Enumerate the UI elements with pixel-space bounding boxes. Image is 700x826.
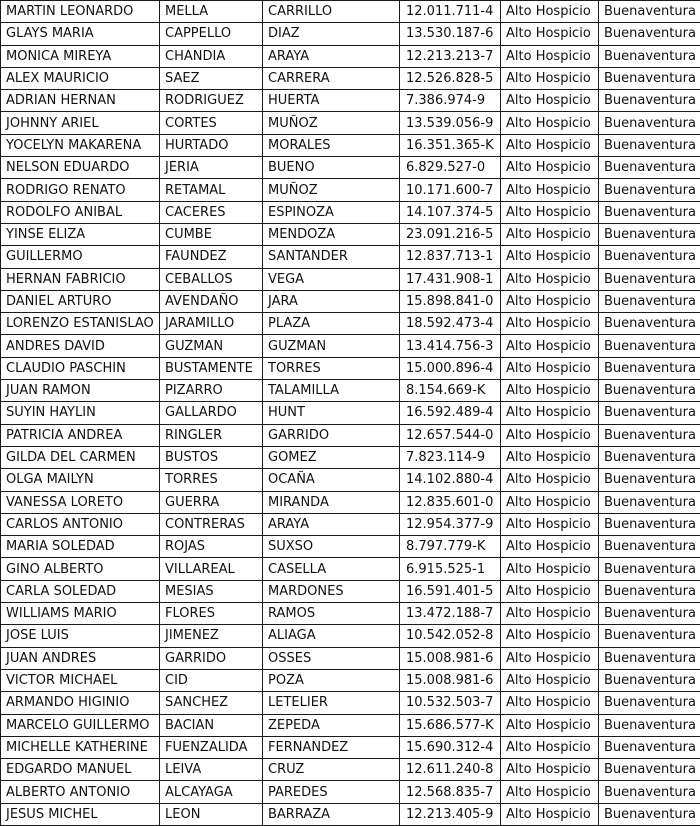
table-row (1, 1, 700, 23)
maternal-surname-cell: MUÑOZ (263, 179, 400, 201)
first-names-cell: GINO ALBERTO (1, 558, 160, 580)
paternal-surname-cell: VILLAREAL (160, 558, 263, 580)
first-names-cell: DANIEL ARTURO (1, 290, 160, 312)
commune-cell: Alto Hospicio (501, 90, 599, 112)
sector-cell: Buenaventura (599, 335, 700, 357)
paternal-surname-cell: FLORES (160, 603, 263, 625)
sector-cell: Buenaventura (599, 246, 700, 268)
paternal-surname-cell: ALCAYAGA (160, 781, 263, 803)
commune-cell: Alto Hospicio (501, 513, 599, 535)
sector-cell: Buenaventura (599, 424, 700, 446)
table-row (1, 469, 700, 491)
rut-cell: 13.472.188-7 (400, 603, 501, 625)
commune-cell: Alto Hospicio (501, 112, 599, 134)
paternal-surname-cell: CORTES (160, 112, 263, 134)
rut-cell: 14.107.374-5 (400, 201, 501, 223)
table-row (1, 246, 700, 268)
table-row (1, 223, 700, 245)
first-names-cell: MARIA SOLEDAD (1, 536, 160, 558)
rut-cell: 23.091.216-5 (400, 223, 501, 245)
rut-cell: 12.526.828-5 (400, 67, 501, 89)
paternal-surname-cell: CEBALLOS (160, 268, 263, 290)
sector-cell: Buenaventura (599, 201, 700, 223)
sector-cell: Buenaventura (599, 157, 700, 179)
paternal-surname-cell: AVENDAÑO (160, 290, 263, 312)
first-names-cell: VICTOR MICHAEL (1, 669, 160, 691)
first-names-cell: CLAUDIO PASCHIN (1, 357, 160, 379)
rut-cell: 6.829.527-0 (400, 157, 501, 179)
rut-cell: 12.657.544-0 (400, 424, 501, 446)
sector-cell: Buenaventura (599, 781, 700, 803)
paternal-surname-cell: LEIVA (160, 759, 263, 781)
paternal-surname-cell: CAPPELLO (160, 23, 263, 45)
maternal-surname-cell: PAREDES (263, 781, 400, 803)
first-names-cell: GUILLERMO (1, 246, 160, 268)
table-row (1, 736, 700, 758)
table-row (1, 714, 700, 736)
paternal-surname-cell: TORRES (160, 469, 263, 491)
table-row (1, 23, 700, 45)
rut-cell: 16.351.365-K (400, 134, 501, 156)
maternal-surname-cell: MENDOZA (263, 223, 400, 245)
commune-cell: Alto Hospicio (501, 625, 599, 647)
commune-cell: Alto Hospicio (501, 246, 599, 268)
paternal-surname-cell: MELLA (160, 1, 263, 23)
first-names-cell: LORENZO ESTANISLAO (1, 313, 160, 335)
sector-cell: Buenaventura (599, 179, 700, 201)
rut-cell: 14.102.880-4 (400, 469, 501, 491)
table-row (1, 90, 700, 112)
first-names-cell: ALBERTO ANTONIO (1, 781, 160, 803)
maternal-surname-cell: FERNANDEZ (263, 736, 400, 758)
first-names-cell: VANESSA LORETO (1, 491, 160, 513)
maternal-surname-cell: MUÑOZ (263, 112, 400, 134)
maternal-surname-cell: POZA (263, 669, 400, 691)
sector-cell: Buenaventura (599, 67, 700, 89)
sector-cell: Buenaventura (599, 536, 700, 558)
sector-cell: Buenaventura (599, 558, 700, 580)
commune-cell: Alto Hospicio (501, 603, 599, 625)
paternal-surname-cell: PIZARRO (160, 380, 263, 402)
commune-cell: Alto Hospicio (501, 335, 599, 357)
table-row (1, 290, 700, 312)
maternal-surname-cell: BUENO (263, 157, 400, 179)
maternal-surname-cell: ARAYA (263, 45, 400, 67)
paternal-surname-cell: CUMBE (160, 223, 263, 245)
maternal-surname-cell: CRUZ (263, 759, 400, 781)
table-row (1, 513, 700, 535)
paternal-surname-cell: CID (160, 669, 263, 691)
table-row (1, 67, 700, 89)
sector-cell: Buenaventura (599, 1, 700, 23)
sector-cell: Buenaventura (599, 603, 700, 625)
first-names-cell: GLAYS MARIA (1, 23, 160, 45)
paternal-surname-cell: SANCHEZ (160, 692, 263, 714)
commune-cell: Alto Hospicio (501, 402, 599, 424)
rut-cell: 10.171.600-7 (400, 179, 501, 201)
maternal-surname-cell: MIRANDA (263, 491, 400, 513)
commune-cell: Alto Hospicio (501, 469, 599, 491)
maternal-surname-cell: HUNT (263, 402, 400, 424)
first-names-cell: JUAN RAMON (1, 380, 160, 402)
table-row (1, 603, 700, 625)
rut-cell: 15.686.577-K (400, 714, 501, 736)
table-row (1, 558, 700, 580)
rut-cell: 13.530.187-6 (400, 23, 501, 45)
rut-cell: 12.954.377-9 (400, 513, 501, 535)
first-names-cell: RODOLFO ANIBAL (1, 201, 160, 223)
first-names-cell: MONICA MIREYA (1, 45, 160, 67)
commune-cell: Alto Hospicio (501, 290, 599, 312)
table-row (1, 380, 700, 402)
first-names-cell: YINSE ELIZA (1, 223, 160, 245)
paternal-surname-cell: CONTRERAS (160, 513, 263, 535)
table-row (1, 313, 700, 335)
commune-cell: Alto Hospicio (501, 692, 599, 714)
maternal-surname-cell: SANTANDER (263, 246, 400, 268)
commune-cell: Alto Hospicio (501, 201, 599, 223)
first-names-cell: ARMANDO HIGINIO (1, 692, 160, 714)
commune-cell: Alto Hospicio (501, 803, 599, 825)
maternal-surname-cell: OSSES (263, 647, 400, 669)
sector-cell: Buenaventura (599, 692, 700, 714)
paternal-surname-cell: BACIAN (160, 714, 263, 736)
rut-cell: 7.823.114-9 (400, 446, 501, 468)
maternal-surname-cell: DIAZ (263, 23, 400, 45)
table-row (1, 402, 700, 424)
table-row (1, 803, 700, 825)
first-names-cell: MARCELO GUILLERMO (1, 714, 160, 736)
maternal-surname-cell: RAMOS (263, 603, 400, 625)
paternal-surname-cell: GUERRA (160, 491, 263, 513)
table-row (1, 781, 700, 803)
sector-cell: Buenaventura (599, 357, 700, 379)
table-row (1, 491, 700, 513)
paternal-surname-cell: BUSTAMENTE (160, 357, 263, 379)
maternal-surname-cell: TALAMILLA (263, 380, 400, 402)
sector-cell: Buenaventura (599, 23, 700, 45)
commune-cell: Alto Hospicio (501, 67, 599, 89)
first-names-cell: CARLOS ANTONIO (1, 513, 160, 535)
table-row (1, 625, 700, 647)
rut-cell: 12.835.601-0 (400, 491, 501, 513)
maternal-surname-cell: CARRILLO (263, 1, 400, 23)
paternal-surname-cell: FUENZALIDA (160, 736, 263, 758)
paternal-surname-cell: JARAMILLO (160, 313, 263, 335)
rut-cell: 15.008.981-6 (400, 669, 501, 691)
sector-cell: Buenaventura (599, 402, 700, 424)
commune-cell: Alto Hospicio (501, 157, 599, 179)
table-row (1, 268, 700, 290)
first-names-cell: JUAN ANDRES (1, 647, 160, 669)
first-names-cell: RODRIGO RENATO (1, 179, 160, 201)
paternal-surname-cell: RETAMAL (160, 179, 263, 201)
maternal-surname-cell: ALIAGA (263, 625, 400, 647)
sector-cell: Buenaventura (599, 803, 700, 825)
first-names-cell: WILLIAMS MARIO (1, 603, 160, 625)
commune-cell: Alto Hospicio (501, 580, 599, 602)
commune-cell: Alto Hospicio (501, 536, 599, 558)
paternal-surname-cell: ROJAS (160, 536, 263, 558)
first-names-cell: ANDRES DAVID (1, 335, 160, 357)
first-names-cell: JOHNNY ARIEL (1, 112, 160, 134)
table-row (1, 335, 700, 357)
sector-cell: Buenaventura (599, 736, 700, 758)
maternal-surname-cell: BARRAZA (263, 803, 400, 825)
table-row (1, 536, 700, 558)
rut-cell: 17.431.908-1 (400, 268, 501, 290)
commune-cell: Alto Hospicio (501, 424, 599, 446)
maternal-surname-cell: MORALES (263, 134, 400, 156)
table-row (1, 647, 700, 669)
first-names-cell: JESUS MICHEL (1, 803, 160, 825)
sector-cell: Buenaventura (599, 580, 700, 602)
rut-cell: 12.837.713-1 (400, 246, 501, 268)
first-names-cell: PATRICIA ANDREA (1, 424, 160, 446)
first-names-cell: ALEX MAURICIO (1, 67, 160, 89)
first-names-cell: NELSON EDUARDO (1, 157, 160, 179)
rut-cell: 15.000.896-4 (400, 357, 501, 379)
commune-cell: Alto Hospicio (501, 23, 599, 45)
rut-cell: 12.213.213-7 (400, 45, 501, 67)
sector-cell: Buenaventura (599, 491, 700, 513)
rut-cell: 13.414.756-3 (400, 335, 501, 357)
commune-cell: Alto Hospicio (501, 1, 599, 23)
maternal-surname-cell: CARRERA (263, 67, 400, 89)
sector-cell: Buenaventura (599, 134, 700, 156)
table-row (1, 692, 700, 714)
maternal-surname-cell: VEGA (263, 268, 400, 290)
sector-cell: Buenaventura (599, 759, 700, 781)
rut-cell: 7.386.974-9 (400, 90, 501, 112)
sector-cell: Buenaventura (599, 45, 700, 67)
sector-cell: Buenaventura (599, 669, 700, 691)
maternal-surname-cell: ARAYA (263, 513, 400, 535)
table-row (1, 112, 700, 134)
sector-cell: Buenaventura (599, 223, 700, 245)
paternal-surname-cell: RINGLER (160, 424, 263, 446)
paternal-surname-cell: CHANDIA (160, 45, 263, 67)
sector-cell: Buenaventura (599, 313, 700, 335)
rut-cell: 13.539.056-9 (400, 112, 501, 134)
sector-cell: Buenaventura (599, 647, 700, 669)
commune-cell: Alto Hospicio (501, 714, 599, 736)
maternal-surname-cell: GUZMAN (263, 335, 400, 357)
table-row (1, 179, 700, 201)
rut-cell: 12.568.835-7 (400, 781, 501, 803)
table-row (1, 157, 700, 179)
sector-cell: Buenaventura (599, 714, 700, 736)
maternal-surname-cell: HUERTA (263, 90, 400, 112)
maternal-surname-cell: GOMEZ (263, 446, 400, 468)
paternal-surname-cell: MESIAS (160, 580, 263, 602)
paternal-surname-cell: FAUNDEZ (160, 246, 263, 268)
sector-cell: Buenaventura (599, 446, 700, 468)
first-names-cell: EDGARDO MANUEL (1, 759, 160, 781)
table-row (1, 580, 700, 602)
table-row (1, 357, 700, 379)
rut-cell: 18.592.473-4 (400, 313, 501, 335)
paternal-surname-cell: HURTADO (160, 134, 263, 156)
commune-cell: Alto Hospicio (501, 268, 599, 290)
maternal-surname-cell: LETELIER (263, 692, 400, 714)
commune-cell: Alto Hospicio (501, 759, 599, 781)
rut-cell: 15.008.981-6 (400, 647, 501, 669)
rut-cell: 16.591.401-5 (400, 580, 501, 602)
paternal-surname-cell: LEON (160, 803, 263, 825)
commune-cell: Alto Hospicio (501, 357, 599, 379)
commune-cell: Alto Hospicio (501, 223, 599, 245)
table-row (1, 759, 700, 781)
paternal-surname-cell: RODRIGUEZ (160, 90, 263, 112)
maternal-surname-cell: GARRIDO (263, 424, 400, 446)
paternal-surname-cell: JIMENEZ (160, 625, 263, 647)
table-row (1, 424, 700, 446)
paternal-surname-cell: GALLARDO (160, 402, 263, 424)
commune-cell: Alto Hospicio (501, 491, 599, 513)
rut-cell: 8.154.669-K (400, 380, 501, 402)
table-row (1, 45, 700, 67)
commune-cell: Alto Hospicio (501, 380, 599, 402)
first-names-cell: HERNAN FABRICIO (1, 268, 160, 290)
rut-cell: 12.011.711-4 (400, 1, 501, 23)
commune-cell: Alto Hospicio (501, 781, 599, 803)
commune-cell: Alto Hospicio (501, 669, 599, 691)
first-names-cell: SUYIN HAYLIN (1, 402, 160, 424)
commune-cell: Alto Hospicio (501, 647, 599, 669)
paternal-surname-cell: GUZMAN (160, 335, 263, 357)
rut-cell: 12.213.405-9 (400, 803, 501, 825)
sector-cell: Buenaventura (599, 625, 700, 647)
paternal-surname-cell: CACERES (160, 201, 263, 223)
sector-cell: Buenaventura (599, 112, 700, 134)
first-names-cell: CARLA SOLEDAD (1, 580, 160, 602)
first-names-cell: MARTIN LEONARDO (1, 1, 160, 23)
rut-cell: 6.915.525-1 (400, 558, 501, 580)
maternal-surname-cell: PLAZA (263, 313, 400, 335)
first-names-cell: OLGA MAILYN (1, 469, 160, 491)
maternal-surname-cell: MARDONES (263, 580, 400, 602)
sector-cell: Buenaventura (599, 469, 700, 491)
first-names-cell: ADRIAN HERNAN (1, 90, 160, 112)
sector-cell: Buenaventura (599, 380, 700, 402)
commune-cell: Alto Hospicio (501, 134, 599, 156)
table-row (1, 446, 700, 468)
rut-cell: 15.690.312-4 (400, 736, 501, 758)
maternal-surname-cell: JARA (263, 290, 400, 312)
commune-cell: Alto Hospicio (501, 45, 599, 67)
maternal-surname-cell: ESPINOZA (263, 201, 400, 223)
table-row (1, 201, 700, 223)
rut-cell: 10.532.503-7 (400, 692, 501, 714)
rut-cell: 16.592.489-4 (400, 402, 501, 424)
rut-cell: 15.898.841-0 (400, 290, 501, 312)
rut-cell: 12.611.240-8 (400, 759, 501, 781)
sector-cell: Buenaventura (599, 268, 700, 290)
paternal-surname-cell: BUSTOS (160, 446, 263, 468)
paternal-surname-cell: GARRIDO (160, 647, 263, 669)
maternal-surname-cell: CASELLA (263, 558, 400, 580)
commune-cell: Alto Hospicio (501, 558, 599, 580)
first-names-cell: YOCELYN MAKARENA (1, 134, 160, 156)
maternal-surname-cell: ZEPEDA (263, 714, 400, 736)
commune-cell: Alto Hospicio (501, 313, 599, 335)
maternal-surname-cell: SUXSO (263, 536, 400, 558)
commune-cell: Alto Hospicio (501, 179, 599, 201)
table-row (1, 134, 700, 156)
sector-cell: Buenaventura (599, 513, 700, 535)
paternal-surname-cell: SAEZ (160, 67, 263, 89)
first-names-cell: MICHELLE KATHERINE (1, 736, 160, 758)
first-names-cell: JOSE LUIS (1, 625, 160, 647)
registry-table-body (1, 1, 700, 826)
commune-cell: Alto Hospicio (501, 446, 599, 468)
commune-cell: Alto Hospicio (501, 736, 599, 758)
rut-cell: 10.542.052-8 (400, 625, 501, 647)
rut-cell: 8.797.779-K (400, 536, 501, 558)
maternal-surname-cell: TORRES (263, 357, 400, 379)
sector-cell: Buenaventura (599, 90, 700, 112)
table-row (1, 669, 700, 691)
paternal-surname-cell: JERIA (160, 157, 263, 179)
sector-cell: Buenaventura (599, 290, 700, 312)
first-names-cell: GILDA DEL CARMEN (1, 446, 160, 468)
maternal-surname-cell: OCAÑA (263, 469, 400, 491)
